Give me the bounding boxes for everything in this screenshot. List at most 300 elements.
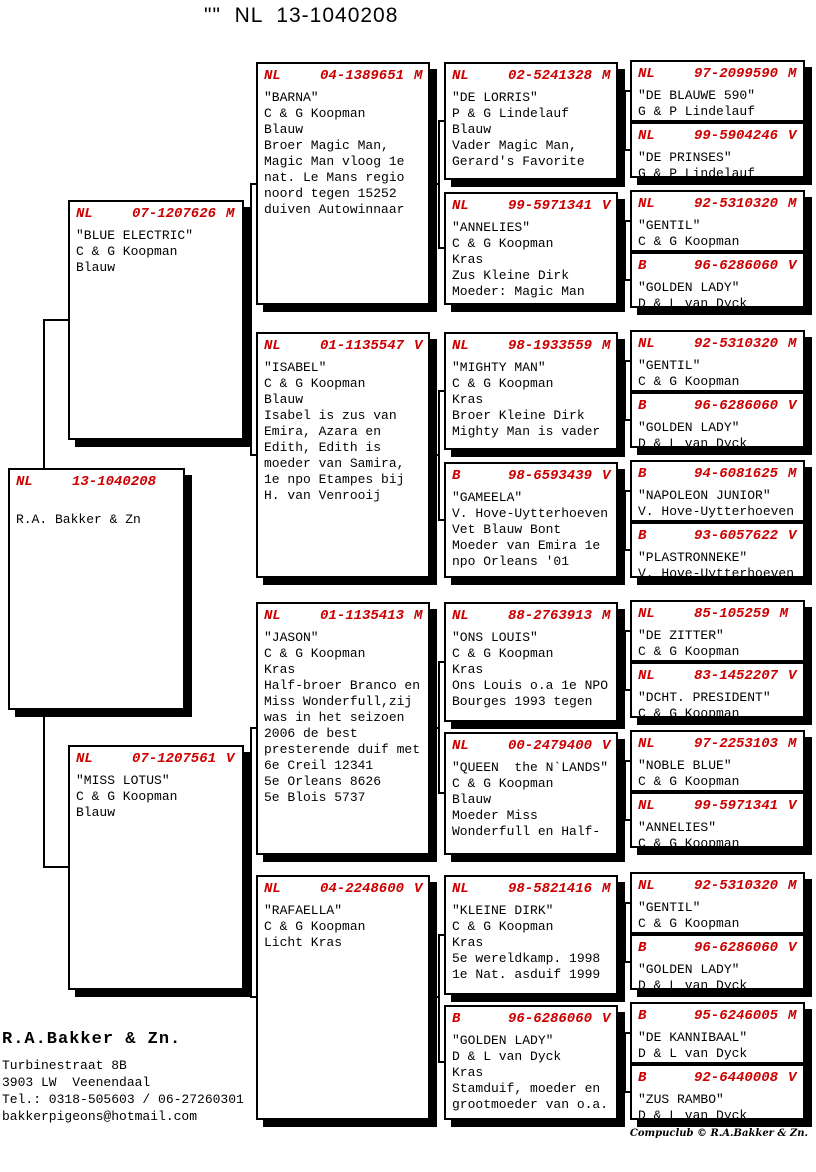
sex-code: M — [788, 878, 797, 894]
box-text-line: C & G Koopman — [264, 646, 366, 661]
box-body — [632, 274, 803, 312]
box-body — [258, 897, 428, 951]
sex-code: V — [414, 881, 423, 897]
country-code: NL — [638, 196, 655, 212]
pedigree-box-kleine-dirk — [444, 875, 618, 995]
box-text-line: "GOLDEN LADY" — [638, 420, 740, 435]
country-code: NL — [452, 338, 469, 354]
box-text-line: "DE LORRIS" — [452, 90, 538, 105]
box-text-line: 1e npo Etampes bij — [264, 472, 405, 487]
box-text-line: Kras — [452, 252, 484, 267]
country-code: B — [452, 1011, 461, 1027]
box-body — [632, 752, 803, 790]
pedigree-box-plastronneke — [630, 522, 805, 581]
ring-header — [632, 1004, 803, 1024]
box-text-line: C & G Koopman — [452, 646, 554, 661]
box-body — [446, 624, 616, 710]
box-text-line: "ANNELIES" — [452, 220, 531, 235]
box-text-line: npo Orleans '01 — [452, 554, 570, 569]
box-text-line: Gerard's Favorite — [452, 154, 585, 169]
ring-header — [70, 747, 242, 767]
sex-code: M — [602, 608, 611, 624]
box-text-line: 5e wereldkamp. 1998 — [452, 951, 601, 966]
box-text-line: D & L van Dyck — [638, 978, 748, 993]
box-text-line: Moeder van Emira 1e — [452, 538, 601, 553]
ring-header — [446, 64, 616, 84]
box-text-line: Zus Kleine Dirk — [452, 268, 570, 283]
sex-code: V — [602, 198, 611, 214]
connector-line — [438, 661, 440, 794]
box-text-line: 6e Creil 12341 — [264, 758, 374, 773]
box-text-line — [16, 496, 180, 512]
ring-header — [446, 604, 616, 624]
owner-address-line: Turbinestraat 8B — [2, 1058, 127, 1073]
box-text-line: "DCHT. PRESIDENT" — [638, 690, 771, 705]
ring-header — [632, 1066, 803, 1086]
pedigree-box-dcht-president — [630, 662, 805, 721]
pedigree-box-gentil-3 — [630, 872, 805, 934]
ring-number: 92-5310320 — [694, 336, 779, 352]
pedigree-box-golden-lady-1 — [630, 252, 805, 311]
pedigree-box-dam — [68, 745, 244, 990]
box-text-line: C & G Koopman — [638, 706, 740, 721]
connector-line — [430, 727, 438, 729]
connector-line — [624, 490, 626, 551]
box-text-line: Kras — [452, 392, 484, 407]
pedigree-box-queen — [444, 732, 618, 855]
country-code: NL — [638, 878, 655, 894]
sex-code: M — [788, 1008, 797, 1024]
ring-number: 99-5904246 — [694, 128, 779, 144]
ring-number: 96-6286060 — [508, 1011, 593, 1027]
country-code: NL — [452, 68, 469, 84]
ring-number: 97-2099590 — [694, 66, 779, 82]
pedigree-box-jason — [256, 602, 430, 855]
box-body — [70, 222, 242, 276]
ring-number: 98-6593439 — [508, 468, 593, 484]
box-text-line: "PLASTRONNEKE" — [638, 550, 748, 565]
box-body — [446, 1027, 616, 1113]
country-code: B — [638, 258, 647, 274]
box-text-line: "JASON" — [264, 630, 319, 645]
box-body — [258, 624, 428, 806]
box-text-line: C & G Koopman — [452, 776, 554, 791]
box-text-line: C & G Koopman — [638, 836, 740, 851]
pedigree-box-de-prinses — [630, 122, 805, 181]
connector-line — [624, 90, 626, 151]
connector-line — [624, 902, 626, 963]
box-body — [632, 414, 803, 452]
sex-code: V — [788, 940, 797, 956]
sex-code: M — [788, 66, 797, 82]
box-text-line: Kras — [452, 1065, 484, 1080]
sex-code: M — [602, 881, 611, 897]
connector-line — [250, 727, 252, 998]
country-code: NL — [264, 881, 281, 897]
ring-header — [632, 192, 803, 212]
country-code: NL — [452, 198, 469, 214]
country-code: NL — [638, 66, 655, 82]
connector-line — [430, 454, 438, 456]
pedigree-box-ons-louis — [444, 602, 618, 722]
pedigree-box-de-zitter — [630, 600, 805, 662]
ring-number: 99-5971341 — [508, 198, 593, 214]
box-text-line: Blauw — [264, 122, 304, 137]
box-text-line: "GOLDEN LADY" — [638, 280, 740, 295]
ring-header — [10, 470, 183, 490]
owner-block — [2, 1030, 244, 1125]
box-text-line: noord tegen 15252 — [264, 186, 397, 201]
box-text-line: C & G Koopman — [638, 374, 740, 389]
box-text-line: Kras — [264, 662, 296, 677]
box-text-line: Broer Magic Man, — [264, 138, 389, 153]
ring-number: 96-6286060 — [694, 258, 779, 274]
box-text-line: "QUEEN the N`LANDS" — [452, 760, 609, 775]
box-body — [446, 754, 616, 840]
box-text-line: "GOLDEN LADY" — [638, 962, 740, 977]
ring-number: 98-1933559 — [508, 338, 593, 354]
box-body — [632, 684, 803, 722]
box-text-line: "ONS LOUIS" — [452, 630, 538, 645]
country-code: NL — [638, 606, 655, 622]
ring-header — [632, 936, 803, 956]
pedigree-box-de-kannibaal — [630, 1002, 805, 1064]
box-text-line: "DE KANNIBAAL" — [638, 1030, 748, 1045]
box-text-line: "BARNA" — [264, 90, 319, 105]
box-text-line: Blauw — [452, 792, 492, 807]
pedigree-box-golden-lady-gg — [444, 1005, 618, 1120]
ring-number: 01-1135547 — [320, 338, 405, 354]
country-code: B — [638, 1008, 647, 1024]
box-body — [446, 214, 616, 300]
sex-code: V — [788, 668, 797, 684]
ring-number: 97-2253103 — [694, 736, 779, 752]
box-text-line: Half-broer Branco en — [264, 678, 421, 693]
ring-number: 13-1040208 — [72, 474, 157, 490]
ring-number: 93-6057622 — [694, 528, 779, 544]
box-text-line: grootmoeder van o.a. — [452, 1097, 609, 1112]
ring-header — [70, 202, 242, 222]
pedigree-box-zus-rambo — [630, 1064, 805, 1123]
ring-header — [258, 64, 428, 84]
box-text-line: D & L van Dyck — [638, 436, 748, 451]
ring-header — [632, 874, 803, 894]
box-text-line: C & G Koopman — [452, 376, 554, 391]
ring-number: 04-1389651 — [320, 68, 405, 84]
ring-header — [446, 334, 616, 354]
sex-code: V — [602, 468, 611, 484]
sex-code: M — [788, 736, 797, 752]
ring-number: 94-6081625 — [694, 466, 779, 482]
ring-number: 95-6246005 — [694, 1008, 779, 1024]
ring-header — [632, 332, 803, 352]
ring-header — [632, 732, 803, 752]
box-text-line: Edith, Edith is — [264, 440, 382, 455]
country-code: NL — [638, 128, 655, 144]
box-text-line: Bourges 1993 tegen — [452, 694, 593, 709]
country-code: NL — [264, 68, 281, 84]
box-text-line: "ISABEL" — [264, 360, 327, 375]
sex-code: M — [414, 68, 423, 84]
ring-number: 92-5310320 — [694, 878, 779, 894]
box-body — [258, 84, 428, 218]
box-text-line: Mighty Man is vader — [452, 424, 601, 439]
connector-line — [43, 866, 68, 868]
sex-code: V — [226, 751, 235, 767]
country-code: NL — [638, 336, 655, 352]
box-body — [446, 897, 616, 983]
box-body — [632, 544, 803, 582]
box-text-line: "GENTIL" — [638, 218, 701, 233]
box-body — [632, 1086, 803, 1124]
country-code: NL — [76, 206, 93, 222]
box-text-line: "NAPOLEON JUNIOR" — [638, 488, 771, 503]
ring-number: 92-6440008 — [694, 1070, 779, 1086]
box-text-line: "ZUS RAMBO" — [638, 1092, 724, 1107]
box-text-line: D & L van Dyck — [638, 1046, 748, 1061]
box-body — [632, 956, 803, 994]
box-body — [632, 814, 803, 852]
box-body — [632, 894, 803, 932]
box-text-line: 5e Orleans 8626 — [264, 774, 382, 789]
box-body — [632, 482, 803, 520]
sex-code: M — [602, 338, 611, 354]
box-text-line: Kras — [452, 662, 484, 677]
box-body — [446, 484, 616, 570]
country-code: NL — [452, 738, 469, 754]
owner-email-line: bakkerpigeons@hotmail.com — [2, 1109, 198, 1124]
sex-code: M — [779, 606, 789, 622]
box-text-line: "NOBLE BLUE" — [638, 758, 732, 773]
country-code: NL — [264, 608, 281, 624]
sex-code: V — [788, 528, 797, 544]
ring-number: 01-1135413 — [320, 608, 405, 624]
ring-header — [632, 124, 803, 144]
ring-header — [446, 734, 616, 754]
box-text-line: C & G Koopman — [452, 236, 554, 251]
ring-header — [258, 604, 428, 624]
box-text-line: "KLEINE DIRK" — [452, 903, 554, 918]
box-text-line: Moeder: Magic Man — [452, 284, 585, 299]
sex-code: M — [414, 608, 423, 624]
ring-header — [446, 1007, 616, 1027]
ring-number: 83-1452207 — [694, 668, 779, 684]
connector-line — [624, 360, 626, 421]
connector-line — [438, 934, 440, 1063]
connector-line — [624, 630, 626, 691]
box-text-line: Moeder Miss — [452, 808, 538, 823]
box-text-line: C & G Koopman — [264, 106, 366, 121]
box-text-line: H. van Venrooij — [264, 488, 382, 503]
ring-number: 99-5971341 — [694, 798, 779, 814]
box-text-line: "MIGHTY MAN" — [452, 360, 546, 375]
box-text-line: D & L van Dyck — [638, 296, 748, 311]
ring-header — [258, 877, 428, 897]
ring-number: 96-6286060 — [694, 398, 779, 414]
box-text-line: Ons Louis o.a 1e NPO — [452, 678, 609, 693]
country-code: B — [638, 466, 647, 482]
sex-code: V — [788, 1070, 797, 1086]
box-body — [632, 622, 803, 660]
box-text-line: V. Hove-Uytterhoeven — [638, 504, 795, 519]
box-text-line: moeder van Samira, — [264, 456, 405, 471]
box-text-line: was in het seizoen — [264, 710, 405, 725]
box-text-line: G & P Lindelauf — [638, 166, 756, 181]
pedigree-box-de-lorris — [444, 62, 618, 180]
box-body — [632, 1024, 803, 1062]
pedigree-box-subject — [8, 468, 185, 710]
sex-code: M — [226, 206, 235, 222]
box-text-line: 5e Blois 5737 — [264, 790, 366, 805]
connector-line — [438, 120, 440, 249]
box-text-line: Blauw — [76, 805, 116, 820]
ring-header — [632, 62, 803, 82]
box-text-line: C & G Koopman — [638, 774, 740, 789]
box-text-line: Kras — [452, 935, 484, 950]
box-text-line: Blauw — [452, 122, 492, 137]
box-text-line: C & G Koopman — [638, 916, 740, 931]
ring-header — [632, 462, 803, 482]
box-text-line: nat. Le Mans regio — [264, 170, 405, 185]
country-code: B — [638, 528, 647, 544]
pedigree-box-gentil-1 — [630, 190, 805, 252]
owner-address-line: 3903 LW Veenendaal — [2, 1075, 151, 1090]
connector-line — [250, 183, 252, 456]
box-text-line: Vet Blauw Bont — [452, 522, 562, 537]
connector-line — [438, 390, 440, 521]
box-text-line: presterende duif met — [264, 742, 421, 757]
box-text-line: G & P Lindelauf — [638, 104, 756, 119]
pedigree-box-annelies-gg — [444, 192, 618, 305]
connector-line — [430, 183, 438, 185]
ring-header — [632, 602, 803, 622]
box-body — [258, 354, 428, 504]
box-text-line: C & G Koopman — [76, 789, 178, 804]
sex-code: V — [788, 128, 797, 144]
box-body — [632, 212, 803, 250]
box-text-line: C & G Koopman — [638, 644, 740, 659]
ring-header — [446, 464, 616, 484]
ring-number: 04-2248600 — [320, 881, 405, 897]
box-text-line: Blauw — [264, 392, 304, 407]
ring-number: 07-1207626 — [132, 206, 217, 222]
box-text-line: "GAMEELA" — [452, 490, 523, 505]
ring-header — [632, 664, 803, 684]
box-text-line: Licht Kras — [264, 935, 343, 950]
owner-phone-line: Tel.: 0318-505603 / 06-27260301 — [2, 1092, 244, 1107]
ring-header — [632, 524, 803, 544]
page-title: "" NL 13-1040208 — [204, 4, 399, 27]
box-body — [446, 84, 616, 170]
connector-line — [624, 1032, 626, 1093]
ring-header — [632, 394, 803, 414]
connector-line — [43, 319, 68, 321]
box-text-line: "DE PRINSES" — [638, 150, 732, 165]
box-text-line: "DE ZITTER" — [638, 628, 724, 643]
box-text-line: "DE BLAUWE 590" — [638, 88, 756, 103]
ring-header — [632, 254, 803, 274]
box-text-line: C & G Koopman — [264, 376, 366, 391]
box-text-line: Magic Man vloog 1e — [264, 154, 405, 169]
ring-header — [446, 877, 616, 897]
box-text-line: Vader Magic Man, — [452, 138, 577, 153]
box-text-line: duiven Autowinnaar — [264, 202, 405, 217]
ring-number: 85-105259 — [694, 606, 770, 622]
box-text-line: C & G Koopman — [264, 919, 366, 934]
ring-header — [632, 794, 803, 814]
sex-code: V — [414, 338, 423, 354]
connector-line — [430, 996, 438, 998]
sex-code: M — [788, 466, 797, 482]
pedigree-box-golden-lady-2 — [630, 392, 805, 451]
country-code: B — [638, 940, 647, 956]
country-code: NL — [638, 736, 655, 752]
country-code: NL — [452, 608, 469, 624]
box-body — [632, 352, 803, 390]
box-text-line: "GENTIL" — [638, 358, 701, 373]
sex-code: M — [602, 68, 611, 84]
box-text-line: 2006 de best — [264, 726, 358, 741]
ring-number: 92-5310320 — [694, 196, 779, 212]
pedigree-box-napoleon-junior — [630, 460, 805, 522]
box-text-line: Blauw — [76, 260, 116, 275]
pedigree-box-golden-lady-3 — [630, 934, 805, 993]
box-text-line: D & L van Dyck — [452, 1049, 562, 1064]
box-body — [10, 490, 183, 528]
box-text-line: "RAFAELLA" — [264, 903, 343, 918]
box-text-line: "BLUE ELECTRIC" — [76, 228, 194, 243]
box-body — [632, 82, 803, 120]
ring-number: 07-1207561 — [132, 751, 217, 767]
box-body — [632, 144, 803, 182]
box-text-line: "ANNELIES" — [638, 820, 717, 835]
sex-code: M — [788, 336, 797, 352]
box-text-line: V. Hove-Uytterhoeven — [638, 566, 795, 581]
country-code: NL — [16, 474, 33, 490]
pedigree-box-isabel — [256, 332, 430, 578]
box-text-line: "MISS LOTUS" — [76, 773, 170, 788]
pedigree-box-mighty-man — [444, 332, 618, 450]
country-code: NL — [638, 798, 655, 814]
box-body — [446, 354, 616, 440]
connector-line — [624, 220, 626, 281]
ring-header — [258, 334, 428, 354]
box-text-line: Wonderfull en Half- — [452, 824, 601, 839]
country-code: NL — [76, 751, 93, 767]
country-code: NL — [638, 668, 655, 684]
box-text-line: V. Hove-Uytterhoeven — [452, 506, 609, 521]
country-code: NL — [264, 338, 281, 354]
sex-code: V — [788, 798, 797, 814]
pedigree-box-sire — [68, 200, 244, 440]
box-text-line: Broer Kleine Dirk — [452, 408, 585, 423]
box-text-line: Isabel is zus van — [264, 408, 397, 423]
box-text-line: Stamduif, moeder en — [452, 1081, 601, 1096]
footer-credit: Compuclub © R.A.Bakker & Zn. — [629, 1128, 808, 1139]
sex-code: V — [602, 1011, 611, 1027]
pedigree-box-annelies-ggg — [630, 792, 805, 851]
country-code: B — [638, 1070, 647, 1086]
sex-code: V — [788, 398, 797, 414]
box-text-line: C & G Koopman — [638, 234, 740, 249]
sex-code: M — [788, 196, 797, 212]
pedigree-box-gameela — [444, 462, 618, 578]
country-code: B — [452, 468, 461, 484]
pedigree-box-de-blauwe-590 — [630, 60, 805, 122]
box-text-line: "GENTIL" — [638, 900, 701, 915]
box-text-line: C & G Koopman — [452, 919, 554, 934]
connector-line — [624, 760, 626, 821]
